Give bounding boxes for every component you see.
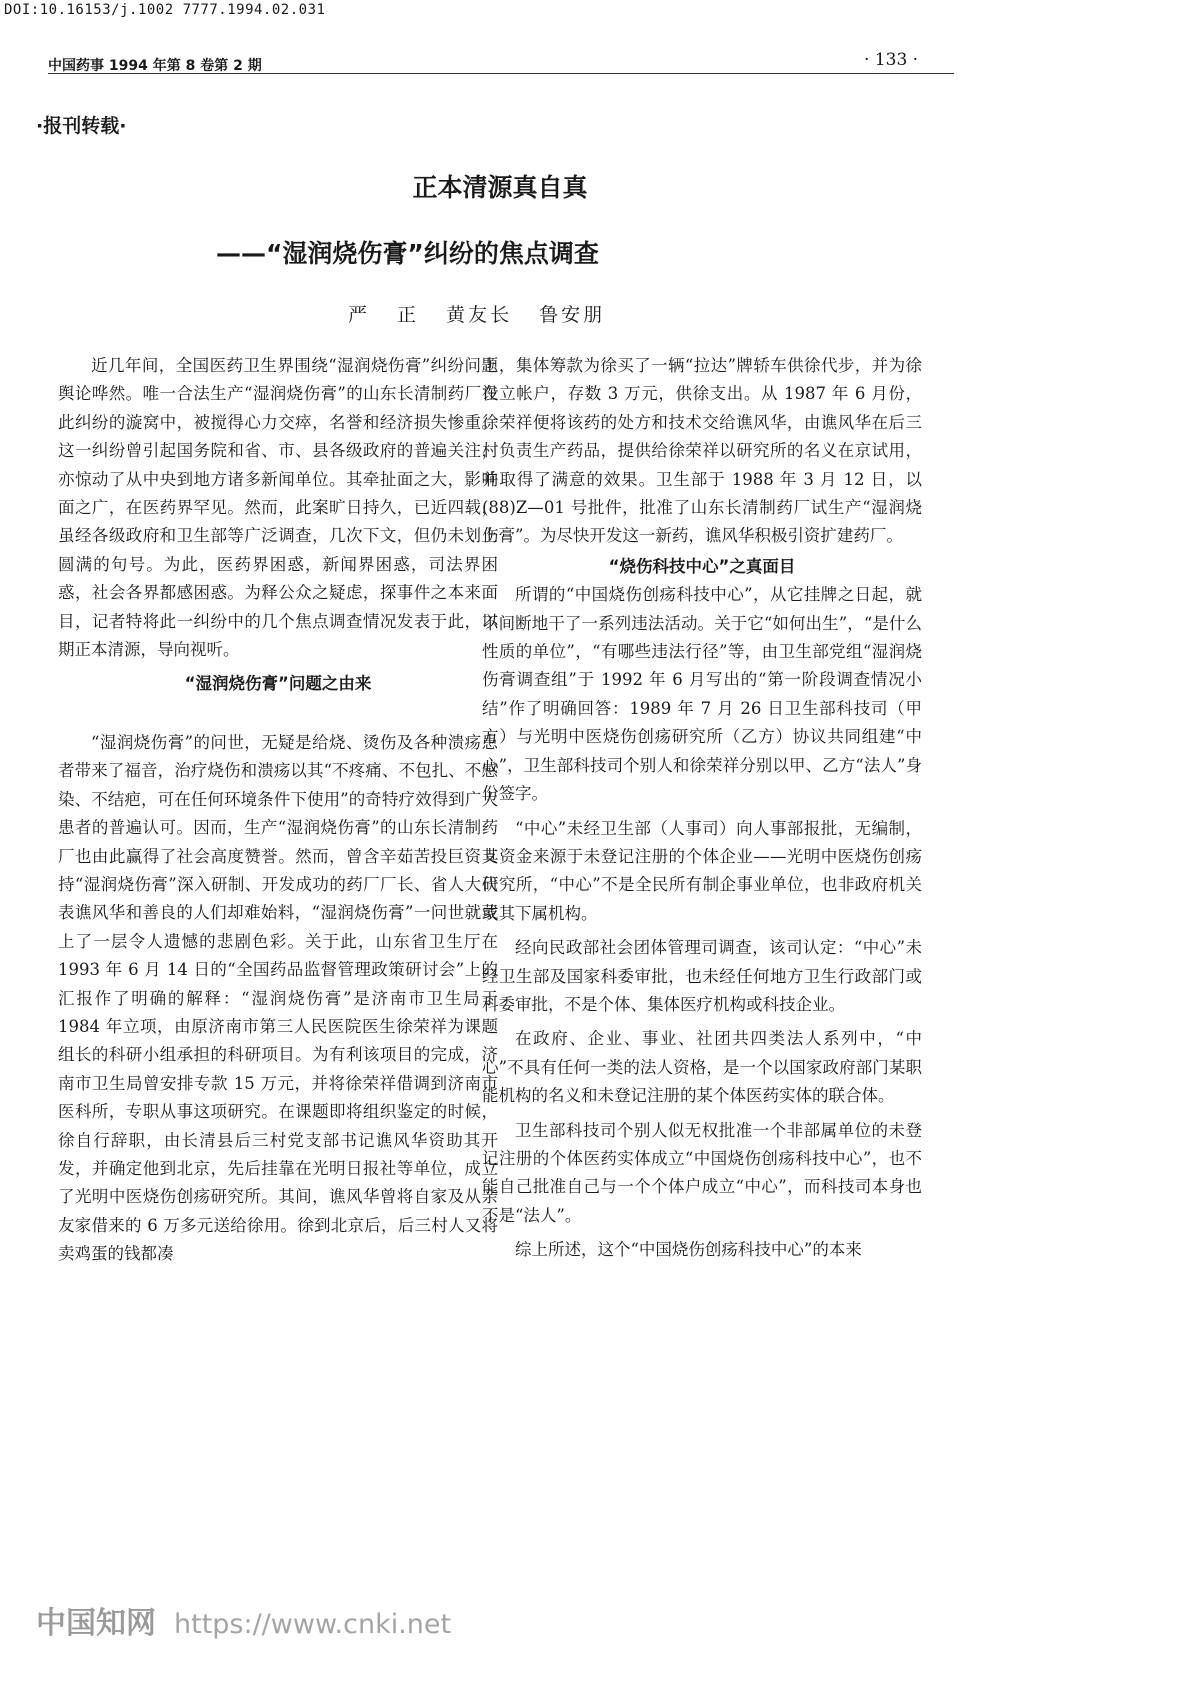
cnki-brand: 中国知网 bbox=[36, 1606, 156, 1641]
article-authors: 严 正 黄友长 鲁安朋 bbox=[348, 304, 606, 326]
paragraph: 上，集体筹款为徐买了一辆“拉达”牌轿车供徐代步，并为徐设立帐户，存数 3 万元，供徐支出。从 1987 年 6 月份，徐荣祥便将该药的处方和技术交给谯风华，由谯风华在后三村负责生产药品，提供给徐荣祥以研究所的名义在京试用，并取得了满意的效果。卫生部于 1988 年 3 月 12 日，以(88)Z—01 号批件，批准了山东长清制药厂试生产“湿润烧伤膏”。为尽快开发这一新药，谯风华积极引资扩建药厂。 bbox=[482, 356, 922, 546]
paragraph: 经向民政部社会团体管理司调查，该司认定：“中心”未经卫生部及国家科委审批，也未经任何地方卫生行政部门或科委审批，不是个体、集体医疗机构或科技企业。 bbox=[482, 938, 922, 1014]
section-heading: “烧伤科技中心”之真面目 bbox=[608, 556, 796, 576]
article-title: 正本清源真自真 bbox=[412, 173, 588, 202]
paragraph: 在政府、企业、事业、社团共四类法人系列中，“中心”不具有任何一类的法人资格，是一个以国家政府部门某职能机构的名义和未登记注册的某个体医药实体的联合体。 bbox=[482, 1029, 922, 1106]
paragraph: “湿润烧伤膏”的问世，无疑是给烧、烫伤及各种溃疡患者带来了福音，治疗烧伤和溃疡以其“不疼痛、不包扎、不感染、不结疤，可在任何环境条件下使用”的奇特疗效得到广大患者的普遍认可。因而，生产“湿润烧伤膏”的山东长清制药厂也由此赢得了社会高度赞誉。然而，曾含辛茹苦投巨资支持“湿润烧伤膏”深入研制、开发成功的药厂厂长、省人大代表谯风华和善良的人们却难始料，“湿润烧伤膏”一问世就蒙上了一层令人遗憾的悲剧色彩。关于此，山东省卫生厅在 1993 年 6 月 14 日的“全国药品监督管理政策研讨会”上的汇报作了明确的解释：“湿润烧伤膏”是济南市卫生局于 1984 年立项，由原济南市第三人民医院医生徐荣祥为课题组长的科研小组承担的科研项目。为有利该项目的完成，济南市卫生局曾安排专款 15 万元，并将徐荣祥借调到济南市医科所，专职从事这项研究。在课题即将组织鉴定的时候，徐自行辞职，由长清县后三村党支部书记谯风华资助其开发，并确定他到北京，先后挂靠在光明日报社等单位，成立了光明中医烧伤创疡研究所。其间，谯风华曾将自家及从亲友家借来的 6 万多元送给徐用。徐到北京后，后三村人又将卖鸡蛋的钱都凑 bbox=[58, 732, 498, 1264]
journal-header: 中国药事 1994 年第 8 卷第 2 期 bbox=[48, 58, 262, 74]
paragraph: “中心”未经卫生部（人事司）向人事部报批，无编制，其资金来源于未登记注册的个体企业——光明中医烧伤创疡研究所，“中心”不是全民所有制企事业单位，也非政府机关或其下属机构。 bbox=[482, 818, 922, 923]
right-column bbox=[482, 352, 922, 1265]
paragraph: 综上所述，这个“中国烧伤创疡科技中心”的本来 bbox=[515, 1240, 862, 1260]
article-subtitle: ——“湿润烧伤膏”纠纷的焦点调查 bbox=[216, 239, 599, 268]
paragraph: 卫生部科技司个别人似无权批准一个非部属单位的未登记注册的个体医药实体成立“中国烧伤创疡科技中心”，也不能自己批准自己与一个个体户成立“中心”，而科技司本身也不是“法人”。 bbox=[482, 1120, 922, 1225]
header-rule bbox=[48, 73, 954, 74]
cnki-watermark bbox=[36, 1598, 451, 1642]
cnki-url[interactable]: https://www.cnki.net bbox=[174, 1609, 452, 1640]
section-tag: ·报刊转载· bbox=[36, 115, 127, 137]
paragraph: 所谓的“中国烧伤创疡科技中心”，从它挂牌之日起，就不间断地干了一系列违法活动。关于它“如何出生”，“是什么性质的单位”，“有哪些违法行径”等，由卫生部党组“湿润烧伤膏调查组”于 1992 年 6 月写出的“第一阶段调查情况小结”作了明确回答：1989 年 7 月 26 日卫生部科技司（甲方）与光明中医烧伤创疡研究所（乙方）协议共同组建“中心”，卫生部科技司个别人和徐荣祥分别以甲、乙方“法人”身份签字。 bbox=[482, 585, 922, 804]
page-number: · 133 · bbox=[864, 50, 919, 70]
left-column bbox=[58, 352, 498, 1269]
doi-line: DOI:10.16153/j.1002 7777.1994.02.031 bbox=[4, 2, 326, 18]
section-heading: “湿润烧伤膏”问题之由来 bbox=[184, 674, 372, 694]
paragraph: 近几年间，全国医药卫生界围绕“湿润烧伤膏”纠纷问题舆论哗然。唯一合法生产“湿润烧伤膏”的山东长清制药厂在此纠纷的漩窝中，被搅得心力交瘁，名誉和经济损失惨重。这一纠纷曾引起国务院和省、市、县各级政府的普遍关注，亦惊动了从中央到地方诸多新闻单位。其牵扯面之大，影响面之广，在医药界罕见。然而，此案旷日持久，已近四载，虽经各级政府和卫生部等广泛调查，几次下文，但仍未划上圆满的句号。为此，医药界困惑，新闻界困惑，司法界困惑，社会各界都感困惑。为释公众之疑虑，探事件之本来面目，记者特将此一纠纷中的几个焦点调查情况发表于此，以期正本清源，导向视听。 bbox=[58, 356, 498, 660]
